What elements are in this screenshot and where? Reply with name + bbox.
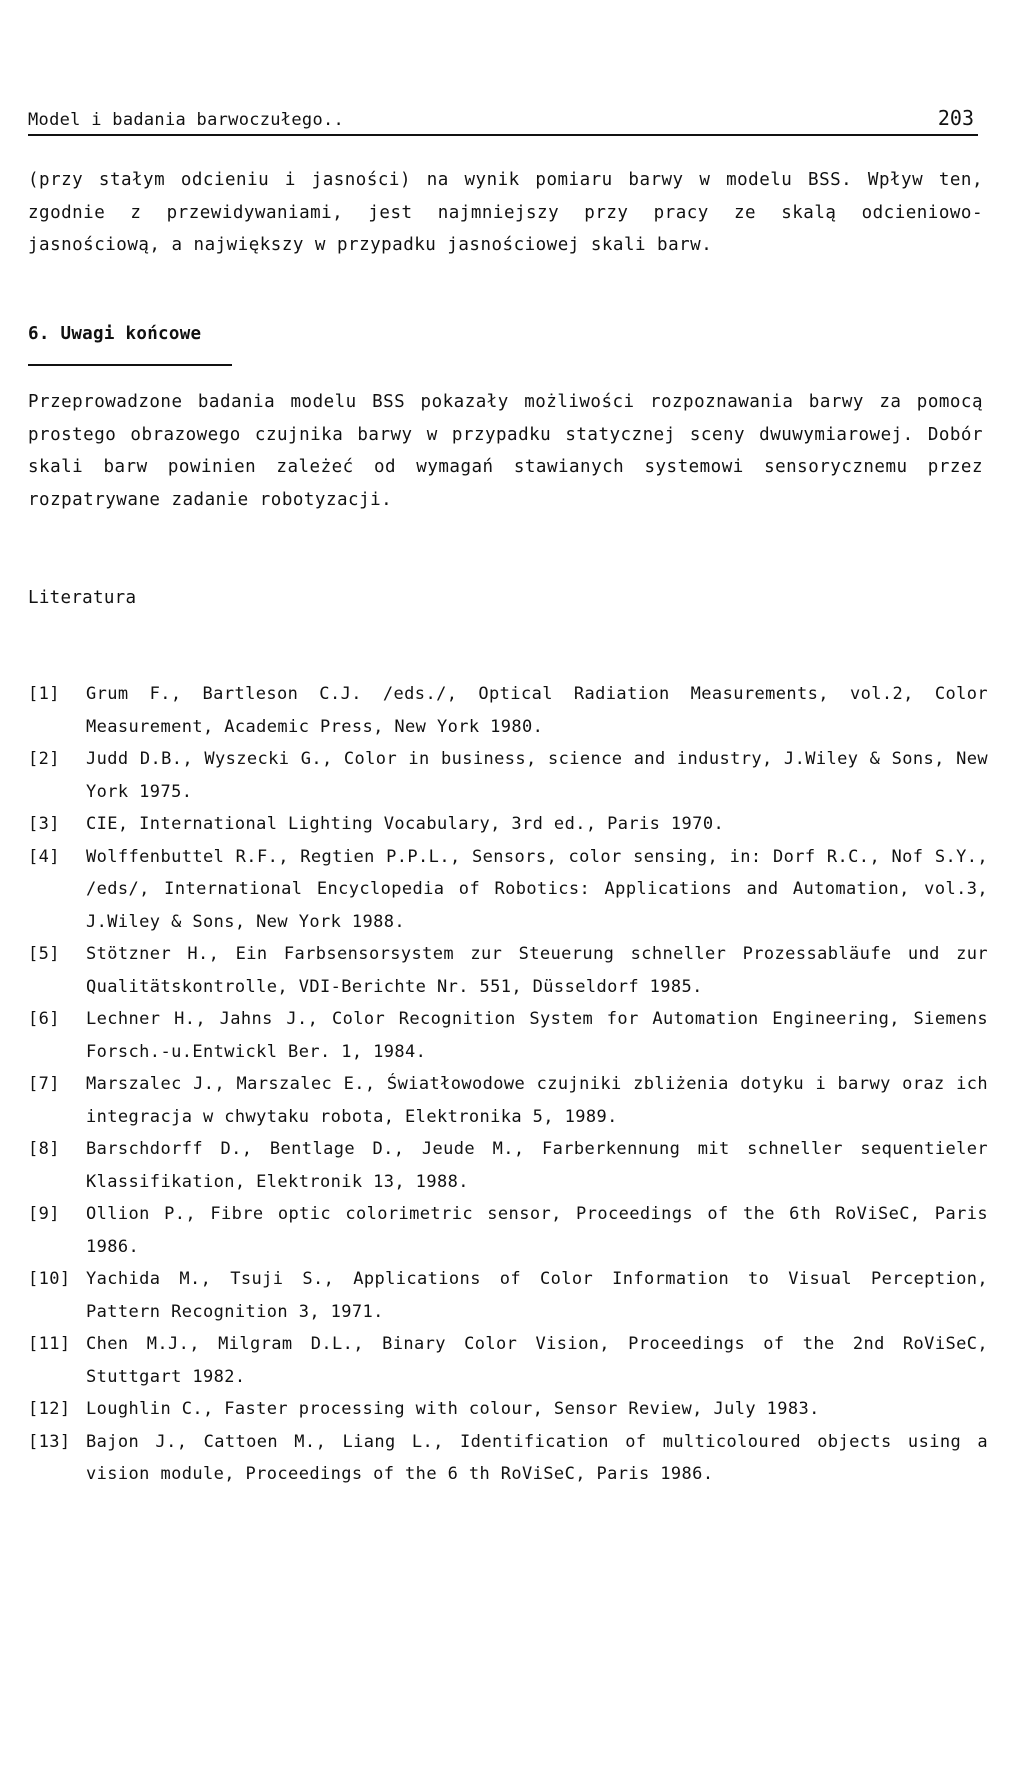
reference-text: Yachida M., Tsuji S., Applications of Color Information to Visual Perception, Pattern Recognition 3, 1971. [86, 1269, 988, 1322]
reference-item [28, 1328, 988, 1393]
reference-number: [12] [28, 1399, 71, 1419]
reference-number: [3] [28, 814, 60, 834]
reference-text: Marszalec J., Marszalec E., Światłowodowe czujniki zbliżenia dotyku i barwy oraz ich integracja w chwytaku robota, Elektronika 5, 1989. [86, 1074, 988, 1127]
reference-number: [2] [28, 749, 60, 769]
reference-item [28, 1263, 988, 1328]
section-heading-underline [28, 364, 232, 366]
reference-text: Grum F., Bartleson C.J. /eds./, Optical Radiation Measurements, vol.2, Color Measurement, Academic Press, New York 1980. [86, 684, 988, 737]
reference-list [28, 678, 988, 1491]
reference-text: Wolffenbuttel R.F., Regtien P.P.L., Sensors, color sensing, in: Dorf R.C., Nof S.Y., /eds/, International Encyclopedia of Robotics: Applications and Automation, vol.3, J.Wiley & Sons, New York 1988. [86, 846, 988, 932]
reference-text: CIE, International Lighting Vocabulary, 3rd ed., Paris 1970. [86, 814, 725, 834]
reference-item [28, 1003, 988, 1068]
page-number: 203 [937, 106, 974, 130]
paragraph-continuation: (przy stałym odcieniu i jasności) na wynik pomiaru barwy w modelu BSS. Wpływ ten, zgodnie z przewidywaniami, jest najmniejszy przy pracy ze skalą odcieniowo-jasnościową, a największy w przypadku jasnościowej skali barw. [28, 170, 983, 255]
reference-item [28, 841, 988, 939]
reference-number: [7] [28, 1074, 60, 1094]
reference-number: [10] [28, 1269, 71, 1289]
reference-item [28, 743, 988, 808]
reference-text: Chen M.J., Milgram D.L., Binary Color Vision, Proceedings of the 2nd RoViSeC, Stuttgart 1982. [86, 1334, 988, 1387]
reference-item [28, 1393, 988, 1426]
reference-item [28, 1068, 988, 1133]
reference-text: Bajon J., Cattoen M., Liang L., Identification of multicoloured objects using a vision module, Proceedings of the 6 th RoViSeC, Paris 1986. [86, 1431, 988, 1484]
literature-heading: Literatura [28, 588, 137, 608]
reference-text: Stötzner H., Ein Farbsensorsystem zur Steuerung schneller Prozessabläufe und zur Qualitätskontrolle, VDI-Berichte Nr. 551, Düsseldorf 1985. [86, 944, 988, 997]
reference-number: [1] [28, 684, 60, 704]
section-heading: 6. Uwagi końcowe [28, 324, 202, 344]
reference-item [28, 808, 988, 841]
reference-number: [9] [28, 1204, 60, 1224]
reference-number: [6] [28, 1009, 60, 1029]
reference-text: Ollion P., Fibre optic colorimetric sensor, Proceedings of the 6th RoViSeC, Paris 1986. [86, 1204, 988, 1257]
reference-text: Loughlin C., Faster processing with colour, Sensor Review, July 1983. [86, 1399, 820, 1419]
reference-item [28, 938, 988, 1003]
reference-text: Lechner H., Jahns J., Color Recognition System for Automation Engineering, Siemens Forsch.-u.Entwickl Ber. 1, 1984. [86, 1009, 988, 1062]
reference-text: Judd D.B., Wyszecki G., Color in business, science and industry, J.Wiley & Sons, New York 1975. [86, 749, 988, 802]
paragraph-conclusions: Przeprowadzone badania modelu BSS pokazały możliwości rozpoznawania barwy za pomocą prostego obrazowego czujnika barwy w przypadku statycznej sceny dwuwymiarowej. Dobór skali barw powinien zależeć od wymagań stawianych systemowi sensorycznemu przez rozpatrywane zadanie robotyzacji. [28, 392, 983, 510]
reference-item [28, 678, 988, 743]
reference-number: [5] [28, 944, 60, 964]
reference-number: [4] [28, 846, 60, 867]
reference-item [28, 1426, 988, 1491]
reference-text: Barschdorff D., Bentlage D., Jeude M., Farberkennung mit schneller sequentieler Klassifikation, Elektronik 13, 1988. [86, 1139, 988, 1192]
running-title: Model i badania barwoczułego.. [28, 110, 345, 130]
reference-number: [8] [28, 1139, 60, 1159]
reference-item [28, 1133, 988, 1198]
running-header [28, 100, 978, 136]
reference-number: [13] [28, 1431, 71, 1452]
reference-item [28, 1198, 988, 1263]
reference-number: [11] [28, 1334, 71, 1354]
